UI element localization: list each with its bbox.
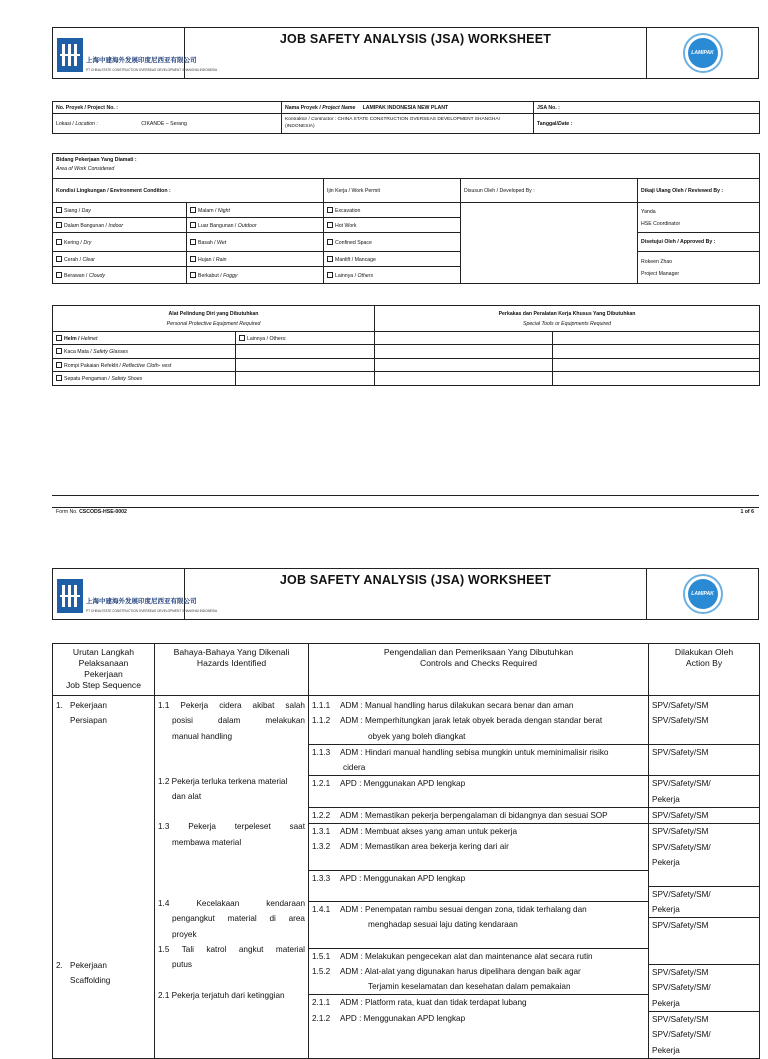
action-line: SPV/Safety/SM xyxy=(652,716,709,726)
action-line xyxy=(649,760,759,775)
env-rain[interactable]: Hujan / Rain xyxy=(187,252,324,267)
project-name-value: LAMIPAK INDONESIA NEW PLANT xyxy=(362,104,449,111)
env-night[interactable]: Malam / Night xyxy=(187,203,324,218)
page2-title: JOB SAFETY ANALYSIS (JSA) WORKSHEET xyxy=(279,573,552,587)
permit-hot-work[interactable]: Hot Work xyxy=(324,218,461,233)
action-line: Pekerja xyxy=(652,857,680,867)
action-line: SPV/Safety/SM xyxy=(652,701,709,710)
location-cell: Lokasi / Location : CIKANDE – Serang xyxy=(53,114,282,134)
permit-manlift[interactable]: Manlift / Mancage xyxy=(324,252,461,267)
company-name-sub: PT CHINA STATE CONSTRUCTION OVERSEAS DEVELOPMENT SHANGHAI INDONESIA xyxy=(86,68,218,72)
ppe-table xyxy=(52,305,760,386)
company-name-sub-2: PT CHINA STATE CONSTRUCTION OVERSEAS DEVELOPMENT SHANGHAI INDONESIA xyxy=(86,609,218,613)
hazard-1-2: 1.2 Pekerja terluka terkena material dan alat xyxy=(158,776,288,802)
approver-role: Project Manager xyxy=(641,270,680,277)
permit-excavation[interactable]: Excavation xyxy=(324,203,461,218)
ppe-helmet[interactable]: Helm / Helmet xyxy=(53,332,236,345)
reviewer-cell xyxy=(638,203,760,233)
env-indoor[interactable]: Dalam Bangunan / Indoor xyxy=(53,218,187,233)
ppe-vest[interactable]: Rompi Pakaian Refeklit / Reflective Cloth- vest xyxy=(53,359,236,372)
controls-cell: 1.1.1 ADM : Manual handling harus dilakukan secara benar dan aman 1.1.2 ADM : Memperhitungkan jarak letak obyek berada dengan standar berat obyek yang boleh diangkat 1.1.3 ADM : Hindari manual handling sebisa mungkin untuk meminimalisir risiko cidera 1.2.1 APD : Menggunakan APD lengkap 1.2.2 ADM : Memastikan pekerja berpengalaman di bidangnya dan sesuai SOP 1.3.1 ADM : Membuat akses yang aman untuk pekerja 1.3.2 ADM : Memastikan area bekerja kering dari air 1.3.3 APD : Menggunakan APD lengkap 1.4.1 ADM : Penempatan rambu sesuai dengan zona, tidak terhalang dan menghadap sesuai laju dating kendaraan 1.5.1 ADM : Melakukan pengecekan alat dan maintenance alat secara rutin 1.5.2 ADM : Alat-alat yang digunakan harus dipelihara dengan baik agar Terjamin keselamatan dan kesehatan dalam pemakaian 2.1.1 ADM : Platform rata, kuat dan tidak terdapat lubang 2.1.2 APD : Menggunakan APD lengkap xyxy=(309,696,649,1059)
control-1-1-1: 1.1.1 ADM : Manual handling harus dilakukan secara benar dan aman xyxy=(312,701,574,710)
control-1-3-2: 1.3.2 ADM : Memastikan area bekerja kering dari air xyxy=(312,842,509,852)
page2-header xyxy=(52,568,759,620)
work-area-table xyxy=(52,153,760,284)
action-line: SPV/Safety/SM/ xyxy=(652,983,711,993)
env-foggy[interactable]: Berkabut / Foggy xyxy=(187,267,324,284)
cscec-logo-icon xyxy=(57,38,83,72)
col-action-header: Dilakukan Oleh Action By xyxy=(649,644,760,696)
control-2-1-1: 2.1.1 ADM : Platform rata, kuat dan tidak terdapat lubang xyxy=(309,994,648,1010)
reviewed-by-label: Dikaji Ulang Oleh / Reviewed By : xyxy=(638,179,760,203)
action-line: SPV/Safety/SM xyxy=(649,744,759,760)
permit-confined-space[interactable]: Confined Space xyxy=(324,233,461,252)
approver-name: Rokeen Zhao xyxy=(641,258,673,265)
hazard-1-4: 1.4 Kecelakaan kendaraan pengangkut material di area proyek xyxy=(158,899,305,939)
work-permit-label: Ijin Kerja / Work Permit xyxy=(324,179,461,203)
hazard-2-1: 2.1 Pekerja terjatuh dari ketinggian xyxy=(158,990,285,1000)
control-1-4-1: 1.4.1 ADM : Penempatan rambu sesuai dengan zona, tidak terhalang dan xyxy=(309,901,648,917)
action-line: SPV/Safety/SM/ xyxy=(652,1030,711,1040)
env-clear[interactable]: Cerah / Clear xyxy=(53,252,187,267)
env-cloudy[interactable]: Berawan / Cloudy xyxy=(53,267,187,284)
contractor-value: CHINA STATE CONSTRUCTION OVERSEAS DEVELOPMENT SHANGHAI (INDONESIA) xyxy=(285,117,500,129)
page1-header xyxy=(52,27,759,79)
developed-by-label: Disusun Oleh / Developed By : xyxy=(461,179,638,203)
client-logo xyxy=(646,28,758,78)
page1-title: JOB SAFETY ANALYSIS (JSA) WORKSHEET xyxy=(279,32,552,46)
action-line: SPV/Safety/SM/ xyxy=(649,886,759,902)
action-line xyxy=(649,949,759,964)
hazard-1-5: 1.5 Tali katrol angkut material putus xyxy=(158,944,305,970)
company-name-cn: 上海中建海外发展印度尼西亚有限公司 xyxy=(86,57,197,64)
developed-by-value xyxy=(461,203,638,284)
action-line: SPV/Safety/SM xyxy=(649,807,759,823)
cscec-logo-icon-2 xyxy=(57,579,83,613)
area-of-work-cell: Bidang Pekerjaan Yang Diamati : Area of Work Considered xyxy=(53,154,760,179)
env-dry[interactable]: Kering / Dry xyxy=(53,233,187,252)
reviewer-name: Yanda xyxy=(641,208,656,215)
action-line: Pekerja xyxy=(652,998,680,1008)
project-name-cell: Nama Proyek / Project Name LAMIPAK INDONESIA NEW PLANT xyxy=(282,102,534,114)
action-line xyxy=(649,729,759,744)
page-number: 1 of 6 xyxy=(740,509,754,515)
control-1-3-3: 1.3.3 APD : Menggunakan APD lengkap xyxy=(309,870,648,886)
control-1-3-1: 1.3.1 ADM : Membuat akses yang aman untuk pekerja xyxy=(309,823,648,839)
step-1: 1. Pekerjaan xyxy=(56,701,107,710)
tools-header: Perkakas dan Peralatan Kerja Khusus Yang Dibutuhkan Special Tools or Equipments Required xyxy=(375,306,760,332)
location-value: CIKANDE – Serang xyxy=(141,120,187,127)
action-line xyxy=(649,933,759,948)
env-day[interactable]: Siang / Day xyxy=(53,203,187,218)
control-1-2-1: 1.2.1 APD : Menggunakan APD lengkap xyxy=(309,775,648,791)
permit-others[interactable]: Lainnya / Others xyxy=(324,267,461,284)
control-1-5-1: 1.5.1 ADM : Melakukan pengecekan alat dan maintenance alat secara rutin xyxy=(309,948,648,964)
step-2: 2. Pekerjaan xyxy=(56,960,107,970)
action-line: SPV/Safety/SM/ xyxy=(649,775,759,791)
approved-by-label: Disetujui Oleh / Approved By : xyxy=(638,233,760,252)
action-line: SPV/Safety/SM xyxy=(649,917,759,933)
col-step-header: Urutan Langkah Pelaksanaan Pekerjaan Job Step Sequence xyxy=(53,644,155,696)
contractor-cell: Kontraktor / Contractor : CHINA STATE CONSTRUCTION OVERSEAS DEVELOPMENT SHANGHAI (INDONESIA) xyxy=(282,114,534,134)
env-wet[interactable]: Basah / Wet xyxy=(187,233,324,252)
reviewer-role: HSE Coordinator xyxy=(641,220,681,227)
footer-rule-1 xyxy=(52,495,759,496)
action-line: Pekerja xyxy=(652,1045,680,1055)
hazard-1-3: 1.3 Pekerja terpeleset saat membawa material xyxy=(158,822,305,847)
action-line: SPV/Safety/SM xyxy=(649,964,759,980)
action-line: Pekerja xyxy=(652,904,680,914)
col-control-header: Pengendalian dan Pemeriksaan Yang Dibutuhkan Controls and Checks Required xyxy=(309,644,649,696)
company-logo-2 xyxy=(53,569,218,619)
action-line xyxy=(649,870,759,885)
footer-rule-2 xyxy=(52,507,759,508)
company-logo xyxy=(53,28,218,78)
col-hazard-header: Bahaya-Bahaya Yang Dikenali Hazards Identified xyxy=(155,644,309,696)
approver-cell xyxy=(638,252,760,284)
project-no-label: No. Proyek / Project No. : xyxy=(53,102,282,114)
lamipak-logo-icon-2: LAMIPAK xyxy=(688,579,718,609)
control-1-5-2: 1.5.2 ADM : Alat-alat yang digunakan harus dipelihara dengan baik agar xyxy=(312,966,581,976)
lamipak-logo-icon: LAMIPAK xyxy=(688,38,718,68)
project-info-table xyxy=(52,101,760,134)
action-line: SPV/Safety/SM xyxy=(649,823,759,839)
actions-cell xyxy=(649,696,760,1059)
environment-label: Kondisi Lingkungan / Environment Condition : xyxy=(53,179,324,203)
action-line: SPV/Safety/SM/ xyxy=(652,842,711,852)
form-number: Form No. CSCODS-HSE-0002 xyxy=(56,509,127,515)
action-line: Pekerja xyxy=(652,794,680,804)
control-1-2-2: 1.2.2 ADM : Memastikan pekerja berpengalaman di bidangnya dan sesuai SOP xyxy=(309,807,648,823)
company-name-cn-2: 上海中建海外发展印度尼西亚有限公司 xyxy=(86,598,197,605)
hazard-1-1: 1.1 Pekerja cidera akibat salah posisi dalam melakukan manual handling xyxy=(158,701,305,741)
date-cell: Tanggal/Date : xyxy=(534,114,760,134)
jsa-no-label: JSA No. : xyxy=(534,102,760,114)
control-1-1-2: 1.1.2 ADM : Memperhitungkan jarak letak obyek berada dengan standar berat xyxy=(312,716,603,726)
control-1-1-3: 1.1.3 ADM : Hindari manual handling sebisa mungkin untuk meminimalisir risiko xyxy=(309,744,648,760)
action-line: SPV/Safety/SM xyxy=(649,1011,759,1027)
ppe-shoes[interactable]: Sepatu Pengaman / Safety Shoes xyxy=(53,372,236,386)
ppe-header: Alat Pelindung Diri yang Dibutuhkan Personal Protective Equipment Required xyxy=(53,306,375,332)
hazards-cell xyxy=(155,696,309,1059)
client-logo-2 xyxy=(646,569,758,619)
ppe-glasses[interactable]: Kaca Mata / Safety Glasses xyxy=(53,345,236,359)
control-2-1-2: 2.1.2 APD : Menggunakan APD lengkap xyxy=(312,1013,466,1023)
jsa-table xyxy=(52,643,760,1059)
env-outdoor[interactable]: Luar Bangunan / Outdoor xyxy=(187,218,324,233)
steps-cell: 1. Pekerjaan Persiapan 2. Pekerjaan Scaffolding xyxy=(53,696,155,1059)
ppe-others[interactable]: Lainnya / Others: xyxy=(236,332,375,345)
